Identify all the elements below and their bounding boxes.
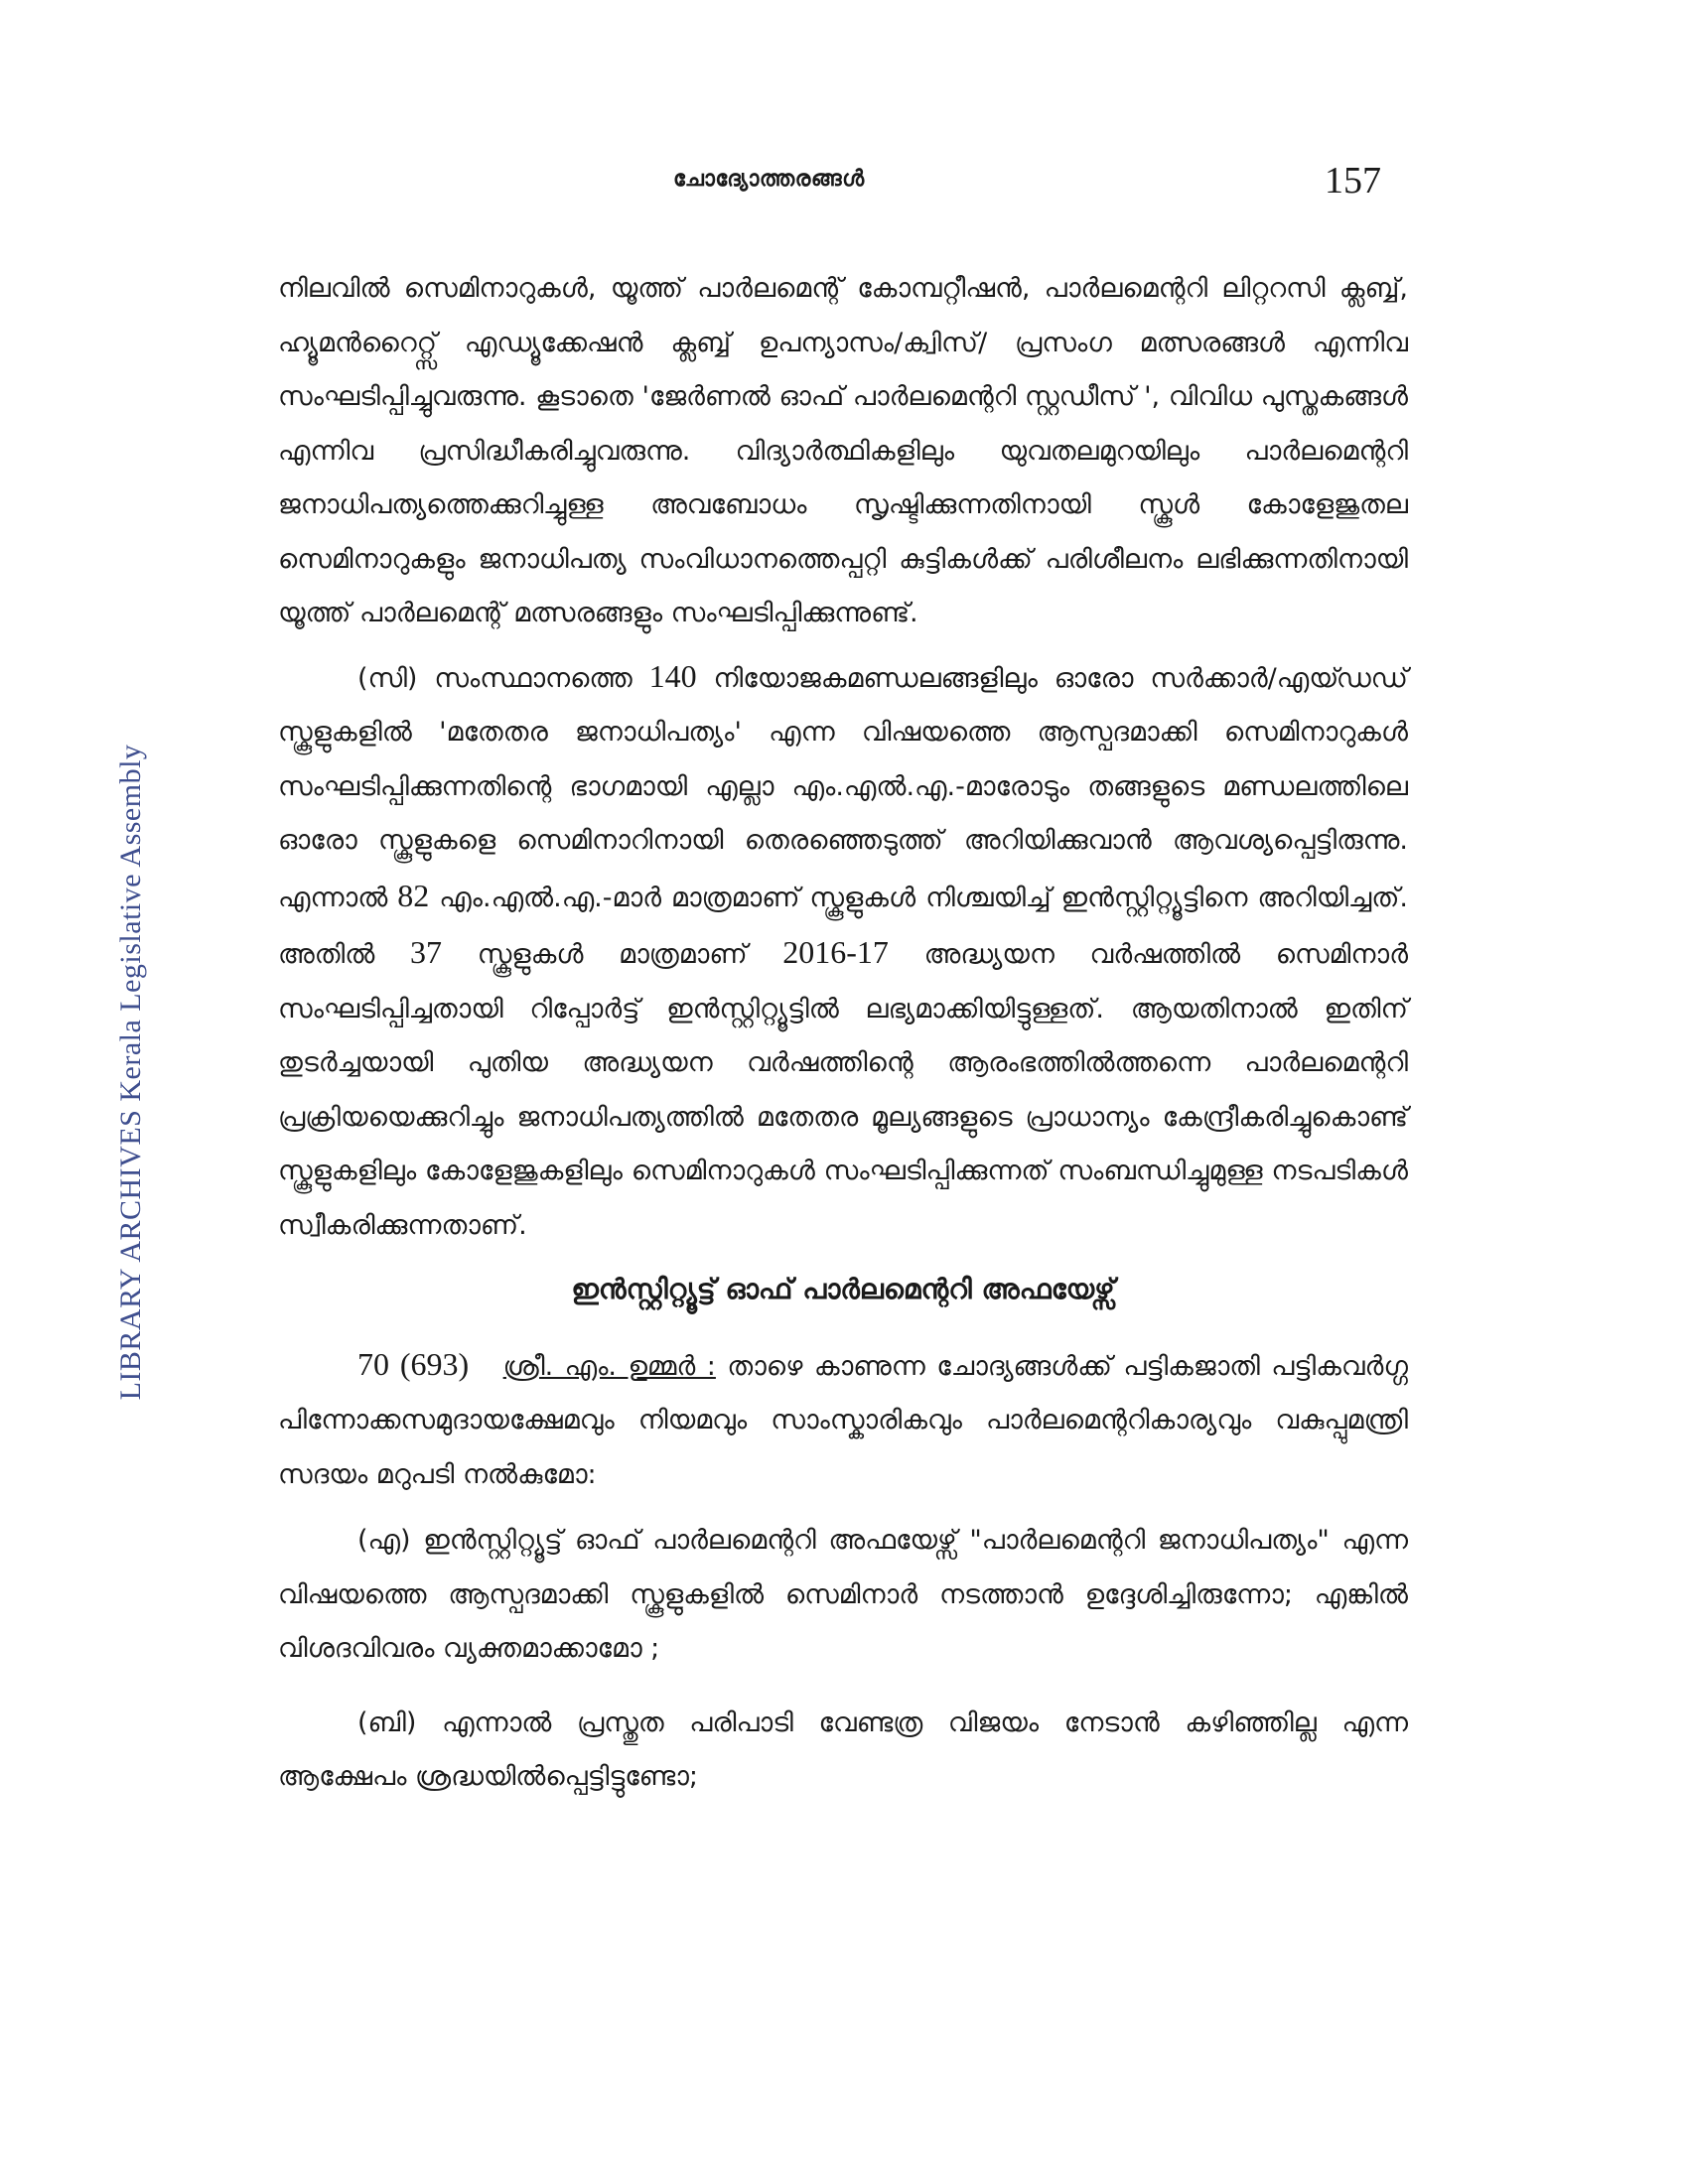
running-title: ചോദ്യോത്തരങ്ങൾ [673, 167, 865, 192]
answer-part-c [278, 649, 1408, 1254]
answer-part-c-text-a: നിയോജകമണ്ഡലങ്ങളിലും ഓരോ സർക്കാർ/എയ്ഡഡ് സ്കൂളുകളിൽ 'മതേതര ജനാധിപത്യം' എന്ന വിഷയത്തെ ആസ്പദമാക്കി സെമിനാറുകൾ സംഘടിപ്പിക്കുന്നതിന്റെ ഭാഗമായി എല്ലാ എം.എൽ.എ.-മാരോടും തങ്ങളുടെ മണ്ഡലത്തിലെ ഓരോ സ്കൂളുകളെ സെമിനാറിനായി തെരഞ്ഞെടുത്ത് അറിയിക്കുവാൻ ആവശ്യപ്പെട്ടിരുന്നു. എന്നാൽ [278, 662, 1408, 913]
mla-count: 82 [397, 877, 430, 913]
school-count: 37 [410, 934, 443, 970]
answer-part-c-text-d: അദ്ധ്യയന വർഷത്തിൽ സെമിനാർ സംഘടിപ്പിച്ചതായി റിപ്പോർട്ട് ഇൻസ്റ്റിറ്റ്യൂട്ടിൽ ലഭ്യമാക്കിയിട്ടുള്ളത്. ആയതിനാൽ ഇതിന് തുടർച്ചയായി പുതിയ അദ്ധ്യയന വർഷത്തിന്റെ ആരംഭത്തിൽത്തന്നെ പാർലമെന്ററി പ്രക്രിയയെക്കുറിച്ചും ജനാധിപത്യത്തിൽ മതേതര മൂല്യങ്ങളുടെ പ്രാധാന്യം കേന്ദ്രീകരിച്ചുകൊണ്ട് സ്കൂളുകളിലും കോളേജുകളിലും സെമിനാറുകൾ സംഘടിപ്പിക്കുന്നത് സംബന്ധിച്ചുമുള്ള നടപടികൾ സ്വീകരിക്കുന്നതാണ്. [278, 939, 1408, 1241]
academic-year: 2016-17 [782, 934, 889, 970]
question-intro [278, 1337, 1408, 1503]
answer-part-c-text-b: എം.എൽ.എ.-മാർ മാത്രമാണ് സ്കൂളുകൾ നിശ്ചയിച്ച് ഇൻസ്റ്റിറ്റ്യൂട്ടിനെ അറിയിച്ചത്. അതിൽ [278, 882, 1408, 970]
question-asker: ശ്രീ. എം. ഉമ്മർ : [502, 1350, 716, 1382]
constituency-count: 140 [648, 657, 697, 694]
section-heading: ഇൻസ്റ്റിറ്റ്യൂട്ട് ഓഫ് പാർലമെന്ററി അഫയേഴ്സ് [571, 1273, 1115, 1305]
question-intro-text: താഴെ കാണുന്ന ചോദ്യങ്ങൾക്ക് പട്ടികജാതി പട്ടികവർഗ്ഗ പിന്നോക്കസമുദായക്ഷേമവും നിയമവും സാംസ്കാരികവും പാർലമെന്ററികാര്യവും വകുപ്പുമന്ത്രി സദയം മറുപടി നൽകുമോ: [278, 1350, 1409, 1490]
question-number: 70 (693) [357, 1345, 470, 1382]
page-number: 157 [1325, 160, 1381, 202]
answer-paragraph-continued: നിലവിൽ സെമിനാറുകൾ, യൂത്ത് പാർലമെന്റ് കോമ്പറ്റീഷൻ, പാർലമെന്ററി ലിറ്ററസി ക്ലബ്ബ്, ഹ്യൂമൻറൈറ്റ്സ് എഡ്യൂക്കേഷൻ ക്ലബ്ബ് ഉപന്യാസം/ക്വിസ്/ പ്രസംഗ മത്സരങ്ങൾ എന്നിവ സംഘടിപ്പിച്ചുവരുന്നു. കൂടാതെ 'ജേർണൽ ഓഫ് പാർലമെന്ററി സ്റ്റഡീസ് ', വിവിധ പുസ്തകങ്ങൾ എന്നിവ പ്രസിദ്ധീകരിച്ചുവരുന്നു. വിദ്യാർത്ഥികളിലും യുവതലമുറയിലും പാർലമെന്ററി ജനാധിപത്യത്തെക്കുറിച്ചുള്ള അവബോധം സൃഷ്ടിക്കുന്നതിനായി സ്കൂൾ കോളേജുതല സെമിനാറുകളും ജനാധിപത്യ സംവിധാനത്തെപ്പറ്റി കുട്ടികൾക്ക് പരിശീലനം ലഭിക്കുന്നതിനായി യൂത്ത് പാർലമെന്റ് മത്സരങ്ങളും സംഘടിപ്പിക്കുന്നുണ്ട്. [278, 273, 1408, 628]
library-archives-watermark: LIBRARY ARCHIVES Kerala Legislative Assembly [114, 744, 147, 1401]
question-part-a: (എ) ഇൻസ്റ്റിറ്റ്യൂട്ട് ഓഫ് പാർലമെന്ററി അഫയേഴ്സ് "പാർലമെന്ററി ജനാധിപത്യം" എന്ന വിഷയത്തെ ആസ്പദമാക്കി സ്കൂളുകളിൽ സെമിനാർ നടത്താൻ ഉദ്ദേശിച്ചിരുന്നോ; എങ്കിൽ വിശദവിവരം വ്യക്തമാക്കാമോ ; [278, 1525, 1408, 1664]
answer-part-c-prefix: (സി) സംസ്ഥാനത്തെ [357, 662, 633, 694]
answer-part-c-text-c: സ്കൂളുകൾ മാത്രമാണ് [477, 939, 748, 970]
document-body [278, 262, 1408, 1805]
question-part-b: (ബി) എന്നാൽ പ്രസ്തുത പരിപാടി വേണ്ടത്ര വിജയം നേടാൻ കഴിഞ്ഞില്ല എന്ന ആക്ഷേപം ശ്രദ്ധയിൽപ്പെട്ടിട്ടുണ്ടോ; [278, 1706, 1408, 1792]
